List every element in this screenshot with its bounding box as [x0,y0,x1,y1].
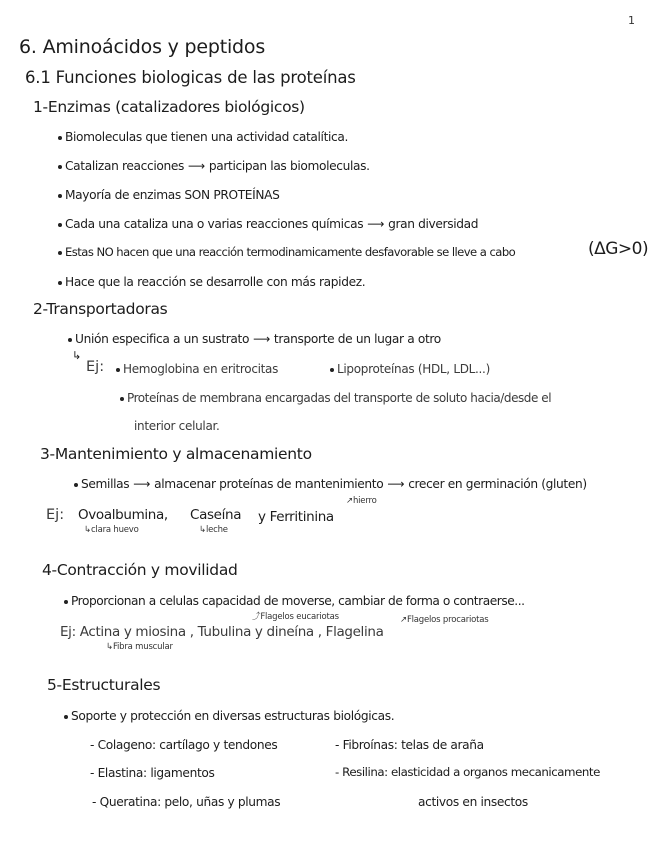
enzimas-bullet-6: Hace que la reacción se desarrolle con más rapidez. [58,276,365,288]
bullet-dot [58,223,62,227]
contraccion-examples: Ej: Actina y miosina , Tubulina y dineína , Flagelina [60,624,384,640]
transportadoras-example-3: Proteínas de membrana encargadas del transporte de soluto hacia/desde el [120,392,551,404]
mantenimiento-example-2: Caseína [190,507,242,523]
note-clara-huevo: ↳clara huevo [84,525,139,535]
transportadoras-example-1: Hemoglobina en eritrocitas [116,363,278,375]
bullet-dot [64,600,68,604]
curved-arrow-icon: ↳ [199,525,206,535]
page-number: 1 [628,14,635,27]
bullet-dot [330,368,334,372]
curved-arrow-icon: ⤴ [252,612,261,622]
estructurales-item-resilina-cont: activos en insectos [418,795,528,809]
bullet-dot [58,165,62,169]
enzimas-bullet-3: Mayoría de enzimas SON PROTEÍNAS [58,189,280,201]
arrow-right-icon: ⟶ [188,159,205,173]
note-leche: ↳leche [199,525,228,535]
bullet-dot [74,483,78,487]
arrow-right-icon: ⟶ [367,217,385,231]
mantenimiento-ej-label: Ej: [46,507,65,523]
estructurales-item-colageno: - Colageno: cartílago y tendones [90,738,278,752]
mantenimiento-example-1: Ovoalbumina, [78,507,168,523]
enzimas-bullet-5: Estas NO hacen que una reacción termodinamicamente desfavorable se lleve a cabo [58,247,515,259]
bullet-dot [120,397,124,401]
page-title: 6. Aminoácidos y peptidos [19,36,266,58]
section-heading: 6.1 Funciones biologicas de las proteínas [25,68,356,87]
transportadoras-ej-label: Ej: [86,359,105,375]
bullet-dot [116,368,120,372]
contraccion-heading: 4-Contracción y movilidad [42,561,238,579]
curved-arrow-icon: ↳ [106,642,113,652]
estructurales-heading: 5-Estructurales [47,676,161,694]
estructurales-item-queratina: - Queratina: pelo, uñas y plumas [92,795,281,809]
transportadoras-example-3-cont: interior celular. [134,419,220,433]
enzimas-bullet-2: Catalizan reacciones ⟶ participan las biomoleculas. [58,160,370,172]
contraccion-bullet-1: Proporcionan a celulas capacidad de moverse, cambiar de forma o contraerse... [64,595,525,607]
delta-g-formula: (ΔG>0) [588,239,649,259]
bullet-dot [64,715,68,719]
enzimas-heading: 1-Enzimas (catalizadores biológicos) [33,98,305,116]
transportadoras-example-2: Lipoproteínas (HDL, LDL...) [330,363,490,375]
note-hierro: ↗hierro [346,496,377,506]
enzimas-bullet-4: Cada una cataliza una o varias reacciones químicas ⟶ gran diversidad [58,218,478,230]
arrow-up-right-icon: ↗ [346,496,353,506]
mantenimiento-heading: 3-Mantenimiento y almacenamiento [40,445,312,463]
bullet-dot [58,281,62,285]
arrow-right-icon: ↗ [400,615,407,625]
note-flagelos-procariotas: ↗Flagelos procariotas [400,615,489,625]
enzimas-bullet-1: Biomoleculas que tienen una actividad catalítica. [58,131,348,143]
estructurales-item-elastina: - Elastina: ligamentos [90,766,215,780]
bullet-dot [58,136,62,140]
arrow-right-icon: ⟶ [133,477,151,491]
estructurales-item-fibroinas: - Fibroínas: telas de araña [335,738,484,752]
transportadoras-bullet-1: Unión especifica a un sustrato ⟶ transporte de un lugar a otro [68,333,441,345]
curved-arrow-icon: ↳ [72,349,82,362]
curved-arrow-icon: ↳ [84,525,91,535]
arrow-right-icon: ⟶ [387,477,405,491]
bullet-dot [58,194,62,198]
bullet-dot [58,251,62,255]
transportadoras-heading: 2-Transportadoras [33,300,168,318]
estructurales-item-resilina: - Resilina: elasticidad a organos mecanicamente [335,765,600,779]
mantenimiento-example-3: y Ferritinina [258,509,334,525]
arrow-right-icon: ⟶ [253,332,270,346]
note-fibra-muscular: ↳Fibra muscular [106,642,173,652]
note-flagelos-eucariotas: ⤴Flagelos eucariotas [252,612,339,622]
mantenimiento-bullet-1: Semillas ⟶ almacenar proteínas de mantenimiento ⟶ crecer en germinación (gluten) [74,478,587,490]
bullet-dot [68,338,72,342]
estructurales-bullet-1: Soporte y protección en diversas estructuras biológicas. [64,710,394,722]
